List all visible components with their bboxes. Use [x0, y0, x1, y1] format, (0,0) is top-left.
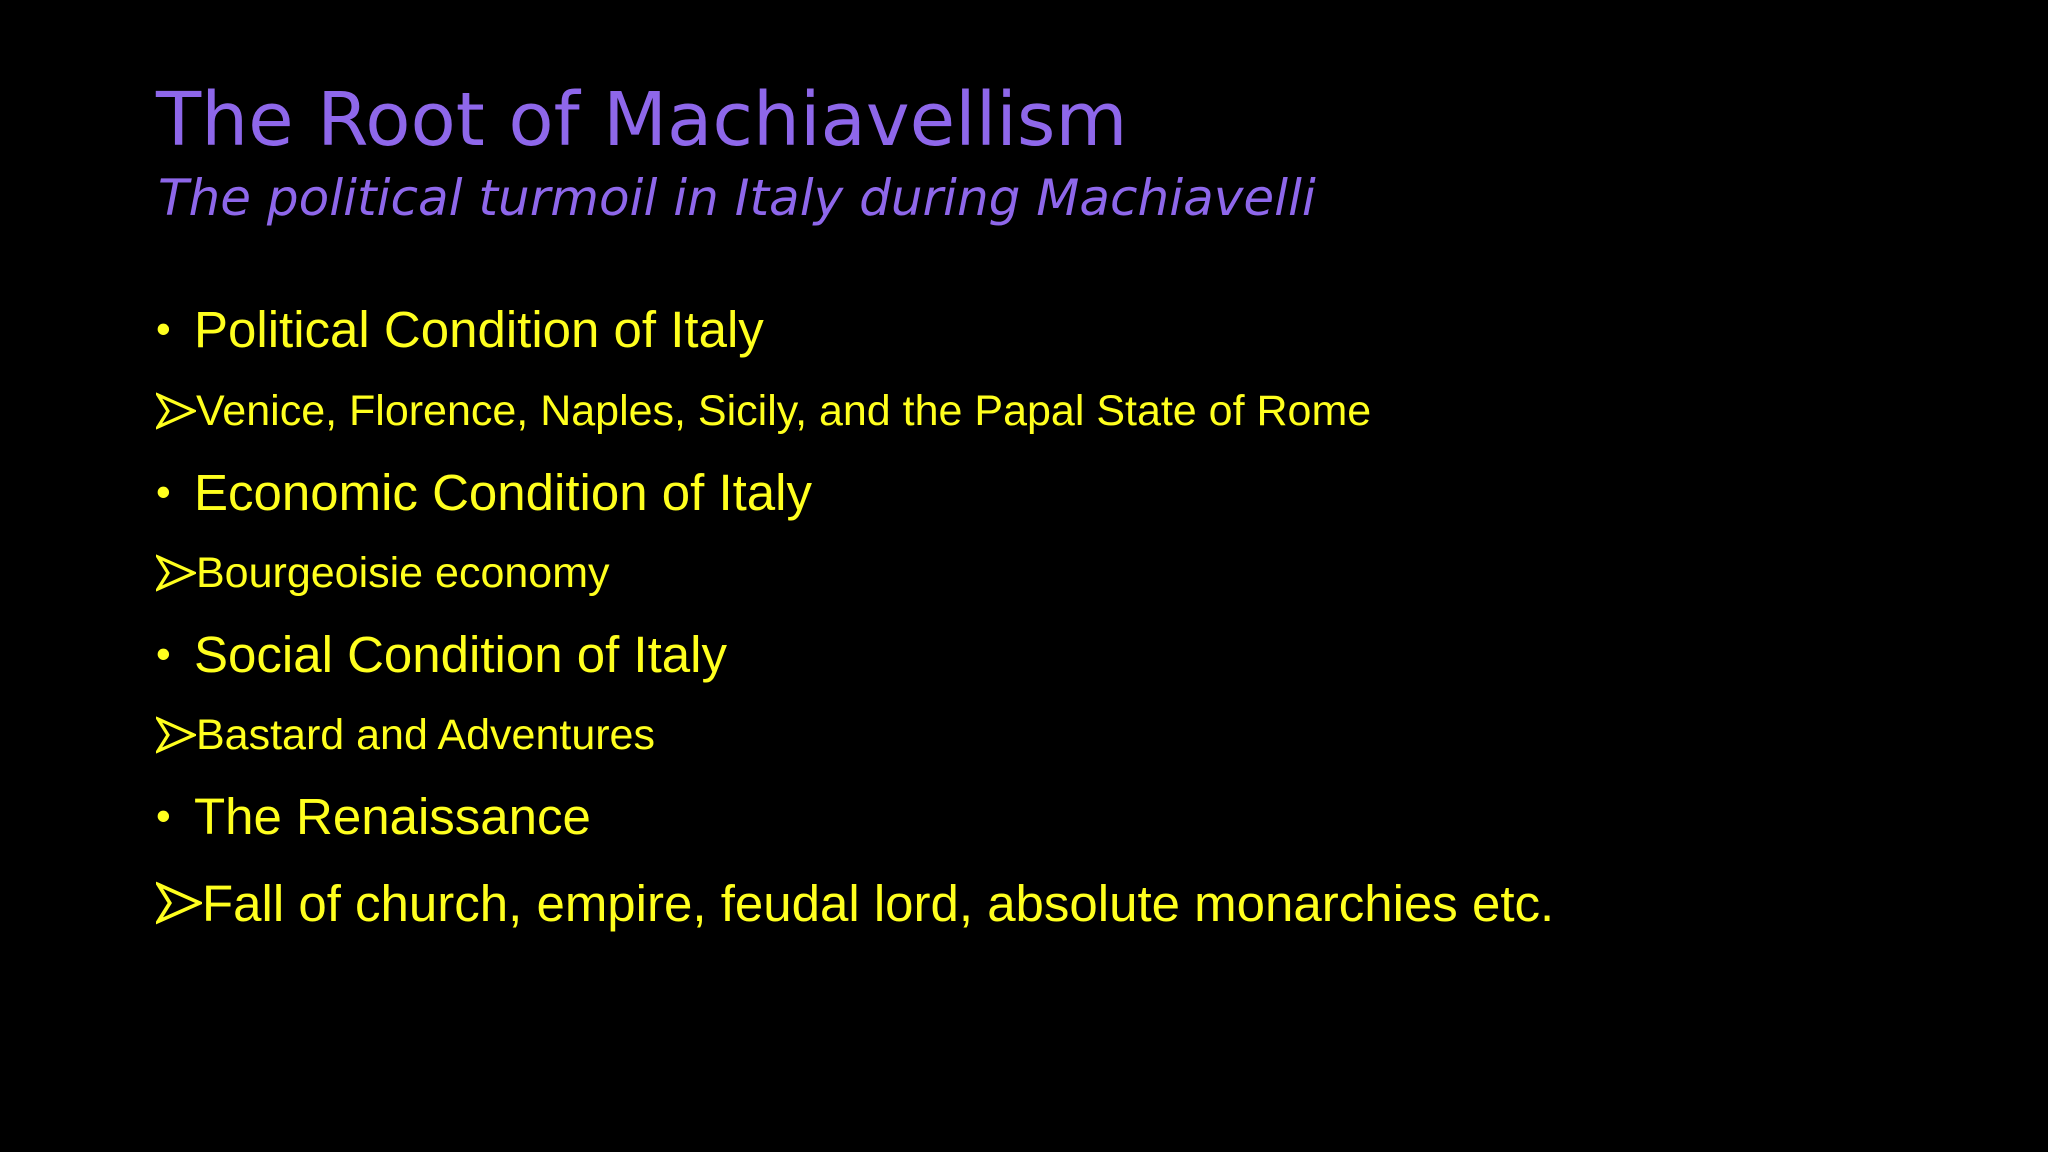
arrowhead-bullet-icon	[156, 391, 196, 431]
bullet-dot-icon: •	[156, 630, 171, 677]
arrowhead-bullet-icon	[156, 553, 196, 593]
arrowhead-bullet-icon	[156, 880, 202, 926]
bullet-dot-icon: •	[156, 468, 171, 515]
sub-bullet-item	[156, 543, 610, 603]
sub-bullet-text: Bastard and Adventures	[196, 710, 655, 759]
bullet-item	[156, 457, 812, 527]
sub-bullet-item	[156, 868, 1554, 938]
sub-bullet-text: Venice, Florence, Naples, Sicily, and the Papal State of Rome	[196, 386, 1372, 435]
bullet-text: The Renaissance	[194, 787, 591, 845]
slide-subtitle: The political turmoil in Italy during Machiavelli	[158, 169, 1316, 227]
arrowhead-bullet-icon	[156, 715, 196, 755]
bullet-dot-icon: •	[156, 305, 171, 352]
bullet-item	[156, 619, 727, 689]
sub-bullet-item	[156, 705, 655, 765]
bullet-item	[156, 294, 764, 364]
bullet-text: Political Condition of Italy	[194, 300, 764, 358]
bullet-item	[156, 781, 591, 851]
bullet-dot-icon: •	[156, 792, 171, 839]
slide-title: The Root of Machiavellism	[156, 77, 1128, 163]
sub-bullet-item	[156, 381, 1371, 441]
bullet-text: Economic Condition of Italy	[194, 463, 812, 521]
bullet-list	[156, 0, 2016, 1152]
bullet-text: Social Condition of Italy	[194, 625, 727, 683]
sub-bullet-text: Fall of church, empire, feudal lord, absolute monarchies etc.	[202, 874, 1555, 932]
sub-bullet-text: Bourgeoisie economy	[196, 548, 610, 597]
